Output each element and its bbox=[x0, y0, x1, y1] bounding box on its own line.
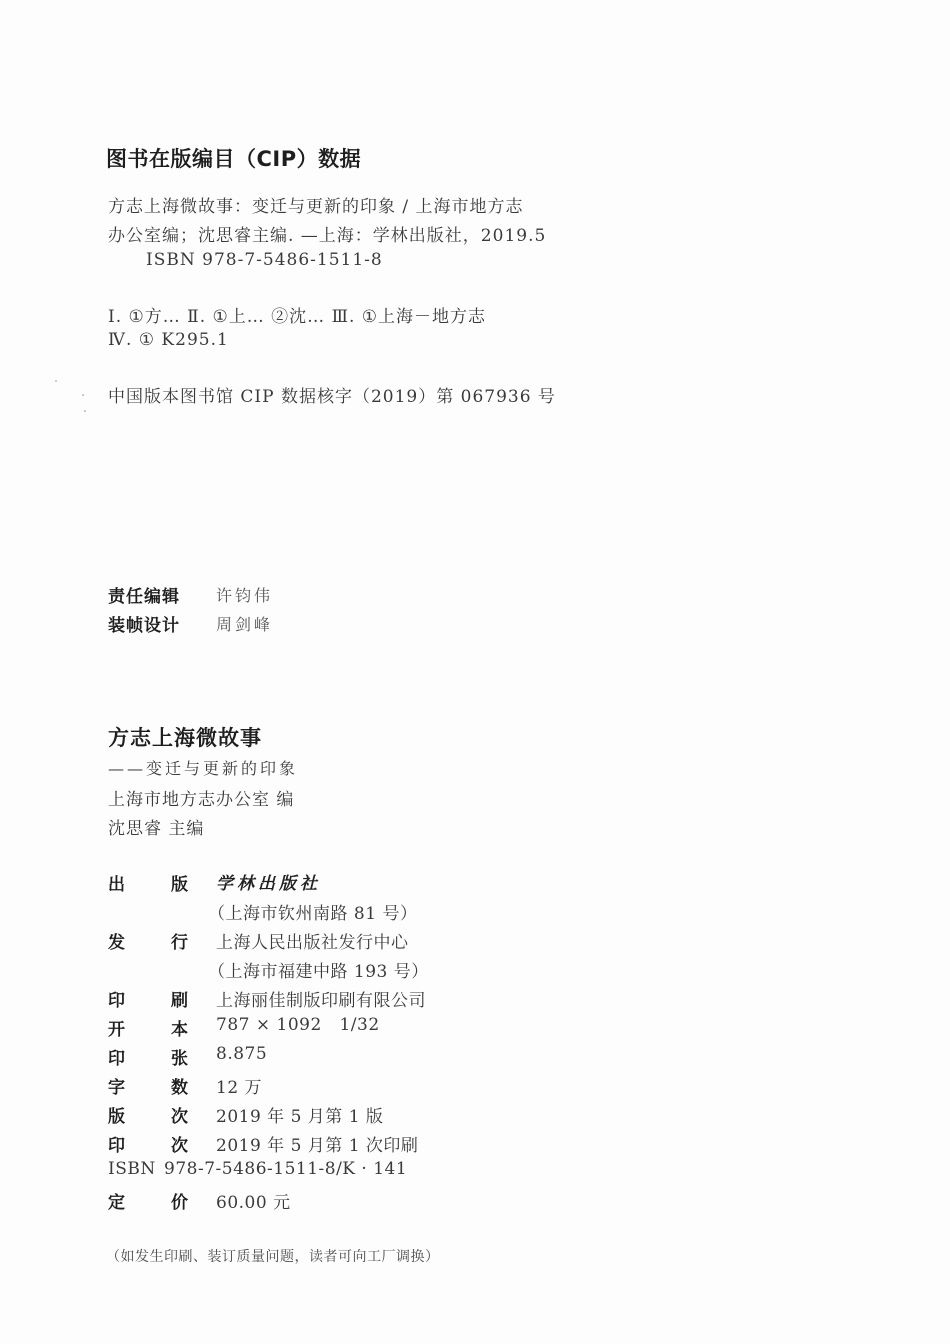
imprint-value-distributor: 上海人民出版社发行中心 bbox=[216, 933, 409, 953]
imprint-label-word-count: 字 数 bbox=[108, 1078, 188, 1098]
imprint-value-edition: 2019 年 5 月第 1 版 bbox=[216, 1107, 384, 1127]
imprint-value-word-count: 12 万 bbox=[216, 1078, 263, 1098]
imprint-label-publisher: 出 版 bbox=[108, 875, 188, 895]
staff-label-editor: 责任编辑 bbox=[108, 587, 180, 607]
imprint-value-price: 60.00 元 bbox=[216, 1193, 291, 1213]
imprint-label-distributor: 发 行 bbox=[108, 933, 188, 953]
imprint-label-edition: 版 次 bbox=[108, 1107, 188, 1127]
cip-isbn-line: ISBN 978-7-5486-1511-8 bbox=[146, 250, 383, 270]
cip-editor-line: 办公室编；沈思睿主编. —上海：学林出版社，2019.5 bbox=[108, 226, 547, 246]
imprint-value-publisher: 学林出版社 bbox=[216, 874, 321, 894]
cip-classification-code: Ⅳ. ① K295.1 bbox=[108, 330, 229, 350]
scan-speck bbox=[84, 410, 86, 412]
imprint-label-printer: 印 刷 bbox=[108, 991, 188, 1011]
book-title: 方志上海微故事 bbox=[108, 726, 262, 750]
quality-note: （如发生印刷、装订质量问题，读者可向工厂调换） bbox=[106, 1249, 440, 1265]
imprint-label-format: 开 本 bbox=[108, 1020, 188, 1040]
imprint-label-price: 定 价 bbox=[108, 1193, 188, 1213]
cip-record-number: 中国版本图书馆 CIP 数据核字（2019）第 067936 号 bbox=[108, 387, 556, 407]
imprint-value-distributor-address: （上海市福建中路 193 号） bbox=[208, 962, 429, 982]
scan-speck bbox=[55, 380, 57, 382]
imprint-value-printer: 上海丽佳制版印刷有限公司 bbox=[216, 991, 426, 1011]
cip-classification-line: Ⅰ. ①方… Ⅱ. ①上… ②沈… Ⅲ. ①上海－地方志 bbox=[108, 307, 487, 327]
imprint-label-isbn: ISBN bbox=[108, 1159, 156, 1179]
book-subtitle: ——变迁与更新的印象 bbox=[108, 759, 299, 778]
book-chief-editor: 沈思睿 主编 bbox=[108, 819, 205, 839]
book-editor-org: 上海市地方志办公室 编 bbox=[108, 790, 295, 810]
imprint-value-publisher-address: （上海市钦州南路 81 号） bbox=[208, 904, 418, 924]
imprint-value-isbn: 978-7-5486-1511-8/K · 141 bbox=[164, 1159, 408, 1179]
staff-value-designer: 周剑峰 bbox=[216, 615, 274, 634]
cip-title-line: 方志上海微故事：变迁与更新的印象 / 上海市地方志 bbox=[108, 197, 524, 217]
scan-speck bbox=[82, 394, 84, 396]
imprint-value-sheets: 8.875 bbox=[216, 1044, 268, 1064]
imprint-label-printing: 印 次 bbox=[108, 1136, 188, 1156]
imprint-value-printing: 2019 年 5 月第 1 次印刷 bbox=[216, 1136, 419, 1156]
imprint-label-sheets: 印 张 bbox=[108, 1049, 188, 1069]
imprint-value-format: 787 × 1092 1/32 bbox=[216, 1015, 380, 1035]
staff-label-designer: 装帧设计 bbox=[108, 616, 180, 636]
staff-value-editor: 许钧伟 bbox=[216, 586, 274, 605]
cip-heading: 图书在版编目（CIP）数据 bbox=[106, 147, 362, 171]
